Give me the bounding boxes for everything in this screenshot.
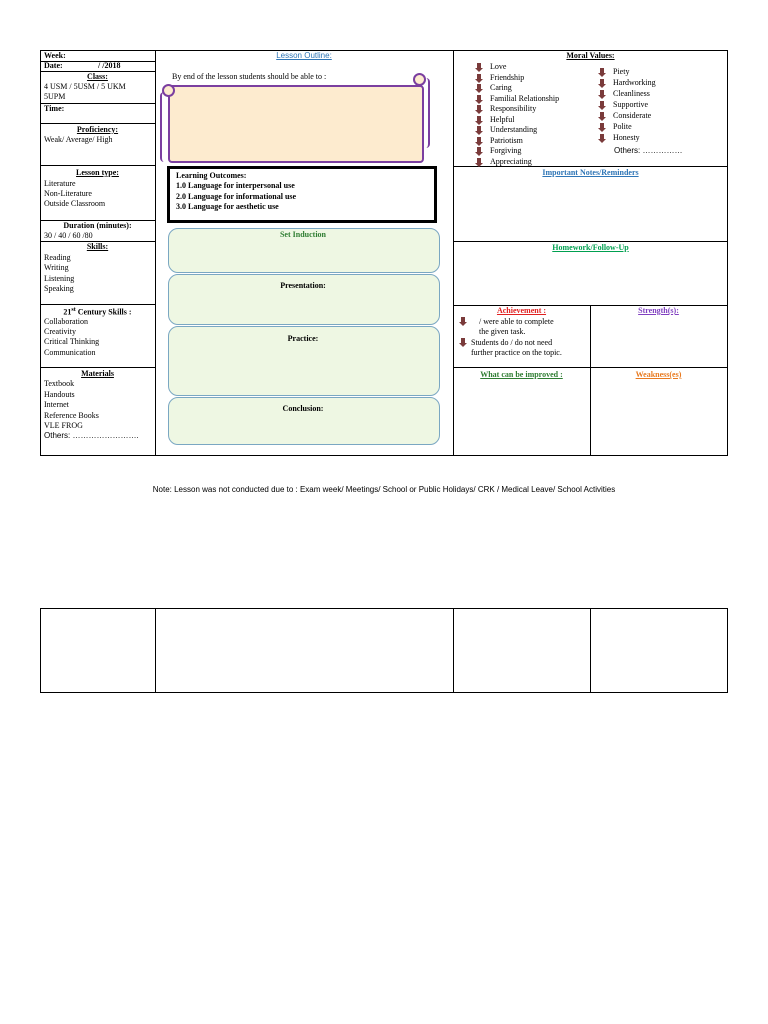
improve-title: What can be improved : <box>480 370 563 379</box>
arrow-bullet-icon <box>475 126 483 135</box>
learning-outcome-item: 3.0 Language for aesthetic use <box>176 202 279 211</box>
arrow-bullet-icon <box>598 112 606 121</box>
moral-values-others: Others: …………… <box>614 146 683 155</box>
material-item: Internet <box>44 400 69 409</box>
moral-value-item: Patriotism <box>490 135 523 145</box>
skill-item: Listening <box>44 274 75 283</box>
moral-value-item: Forgiving <box>490 146 522 155</box>
material-item: Handouts <box>44 390 75 399</box>
arrow-bullet-icon <box>475 74 483 83</box>
lesson-type-item: Outside Classroom <box>44 199 106 208</box>
homework-title: Homework/Follow-Up <box>552 243 629 252</box>
skill-item: Speaking <box>44 284 74 293</box>
moral-value-item: Appreciating <box>490 156 532 166</box>
duration-label: Duration (minutes): <box>63 221 132 230</box>
moral-value-item: Polite <box>613 122 632 131</box>
moral-value-item: Supportive <box>613 100 649 109</box>
materials-others: Others: ……………………. <box>44 431 139 440</box>
lesson-outline-title: Lesson Outline: <box>276 51 332 60</box>
arrow-bullet-icon <box>459 317 467 326</box>
moral-value-item: Considerate <box>613 111 652 120</box>
material-item: Textbook <box>44 379 75 388</box>
not-conducted-note: Note: Lesson was not conducted due to : Exam week/ Meetings/ School or Public Holidays/ CRK / Medical Leave/ School Activities <box>152 485 616 494</box>
date-label: Date: <box>44 61 63 70</box>
skills-label: Skills: <box>86 242 109 251</box>
time-label: Time: <box>44 104 65 113</box>
materials-label: Materials <box>81 369 114 378</box>
presentation-label: Presentation: <box>280 281 326 290</box>
arrow-bullet-icon <box>475 137 483 146</box>
century-skill-item: Communication <box>44 348 96 357</box>
arrow-bullet-icon <box>475 147 483 156</box>
practice-label: Practice: <box>287 334 319 343</box>
lesson-type-item: Literature <box>44 179 76 188</box>
arrow-bullet-icon <box>475 63 483 72</box>
century-skills-label: 21st Century Skills : <box>63 307 132 317</box>
moral-value-item: Caring <box>490 83 512 92</box>
arrow-bullet-icon <box>475 158 483 167</box>
arrow-bullet-icon <box>475 95 483 104</box>
moral-values-title: Moral Values: <box>566 51 615 60</box>
arrow-bullet-icon <box>598 134 606 143</box>
class-line-1: 4 USM / 5USM / 5 UKM <box>44 82 126 91</box>
set-induction-label: Set Induction <box>279 230 326 239</box>
arrow-bullet-icon <box>598 123 606 132</box>
moral-value-item: Familial Relationship <box>490 93 560 103</box>
proficiency-label: Proficiency: <box>76 125 119 134</box>
century-skill-item: Collaboration <box>44 317 88 326</box>
arrow-bullet-icon <box>598 79 606 88</box>
moral-value-item: Piety <box>613 67 630 76</box>
moral-value-item: Helpful <box>490 114 515 124</box>
achievement-title: Achievement : <box>496 306 547 315</box>
objective-scroll[interactable] <box>168 85 424 163</box>
proficiency-value: Weak/ Average/ High <box>44 135 113 144</box>
moral-value-item: Love <box>490 62 507 71</box>
moral-value-item: Responsibility <box>490 104 537 113</box>
moral-value-item: Understanding <box>490 125 538 134</box>
lesson-type-label: Lesson type: <box>76 168 119 177</box>
achievement-line: the given task. <box>479 327 526 336</box>
century-skill-item: Creativity <box>44 327 76 336</box>
arrow-bullet-icon <box>475 116 483 125</box>
arrow-bullet-icon <box>598 101 606 110</box>
lesson-type-item: Non-Literature <box>44 189 92 198</box>
important-notes-title: Important Notes/Reminders <box>542 168 639 177</box>
achievement-line: further practice on the topic. <box>471 348 562 357</box>
date-value: / /2018 <box>98 61 121 70</box>
class-line-2: 5UPM <box>44 92 66 101</box>
moral-value-item: Friendship <box>490 72 525 82</box>
learning-outcome-item: 2.0 Language for informational use <box>176 192 297 201</box>
material-item: VLE FROG <box>44 421 83 430</box>
conclusion-label: Conclusion: <box>282 404 324 413</box>
objective-intro: By end of the lesson students should be able to : <box>172 72 327 81</box>
scroll-edge-left <box>160 92 172 162</box>
learning-outcomes-title: Learning Outcomes: <box>176 171 247 180</box>
arrow-bullet-icon <box>598 68 606 77</box>
scroll-edge-right <box>420 78 430 148</box>
moral-value-item: Hardworking <box>613 78 656 87</box>
duration-value: 30 / 40 / 60 /80 <box>44 231 93 240</box>
century-skill-item: Critical Thinking <box>44 337 100 346</box>
week-label: Week: <box>44 51 66 60</box>
achievement-line: Students do / do not need <box>471 338 553 347</box>
achievement-line: / were able to complete <box>479 317 554 326</box>
strengths-title: Strength(s): <box>638 306 679 315</box>
learning-outcome-item: 1.0 Language for interpersonal use <box>176 181 295 190</box>
weakness-title: Weakness(es) <box>635 370 682 379</box>
skill-item: Reading <box>44 253 71 262</box>
moral-value-item: Honesty <box>613 133 640 142</box>
material-item: Reference Books <box>44 411 99 420</box>
arrow-bullet-icon <box>475 105 483 114</box>
arrow-bullet-icon <box>598 90 606 99</box>
skill-item: Writing <box>44 263 69 272</box>
arrow-bullet-icon <box>475 84 483 93</box>
class-label: Class: <box>87 72 108 81</box>
moral-value-item: Cleanliness <box>613 89 650 98</box>
arrow-bullet-icon <box>459 338 467 347</box>
